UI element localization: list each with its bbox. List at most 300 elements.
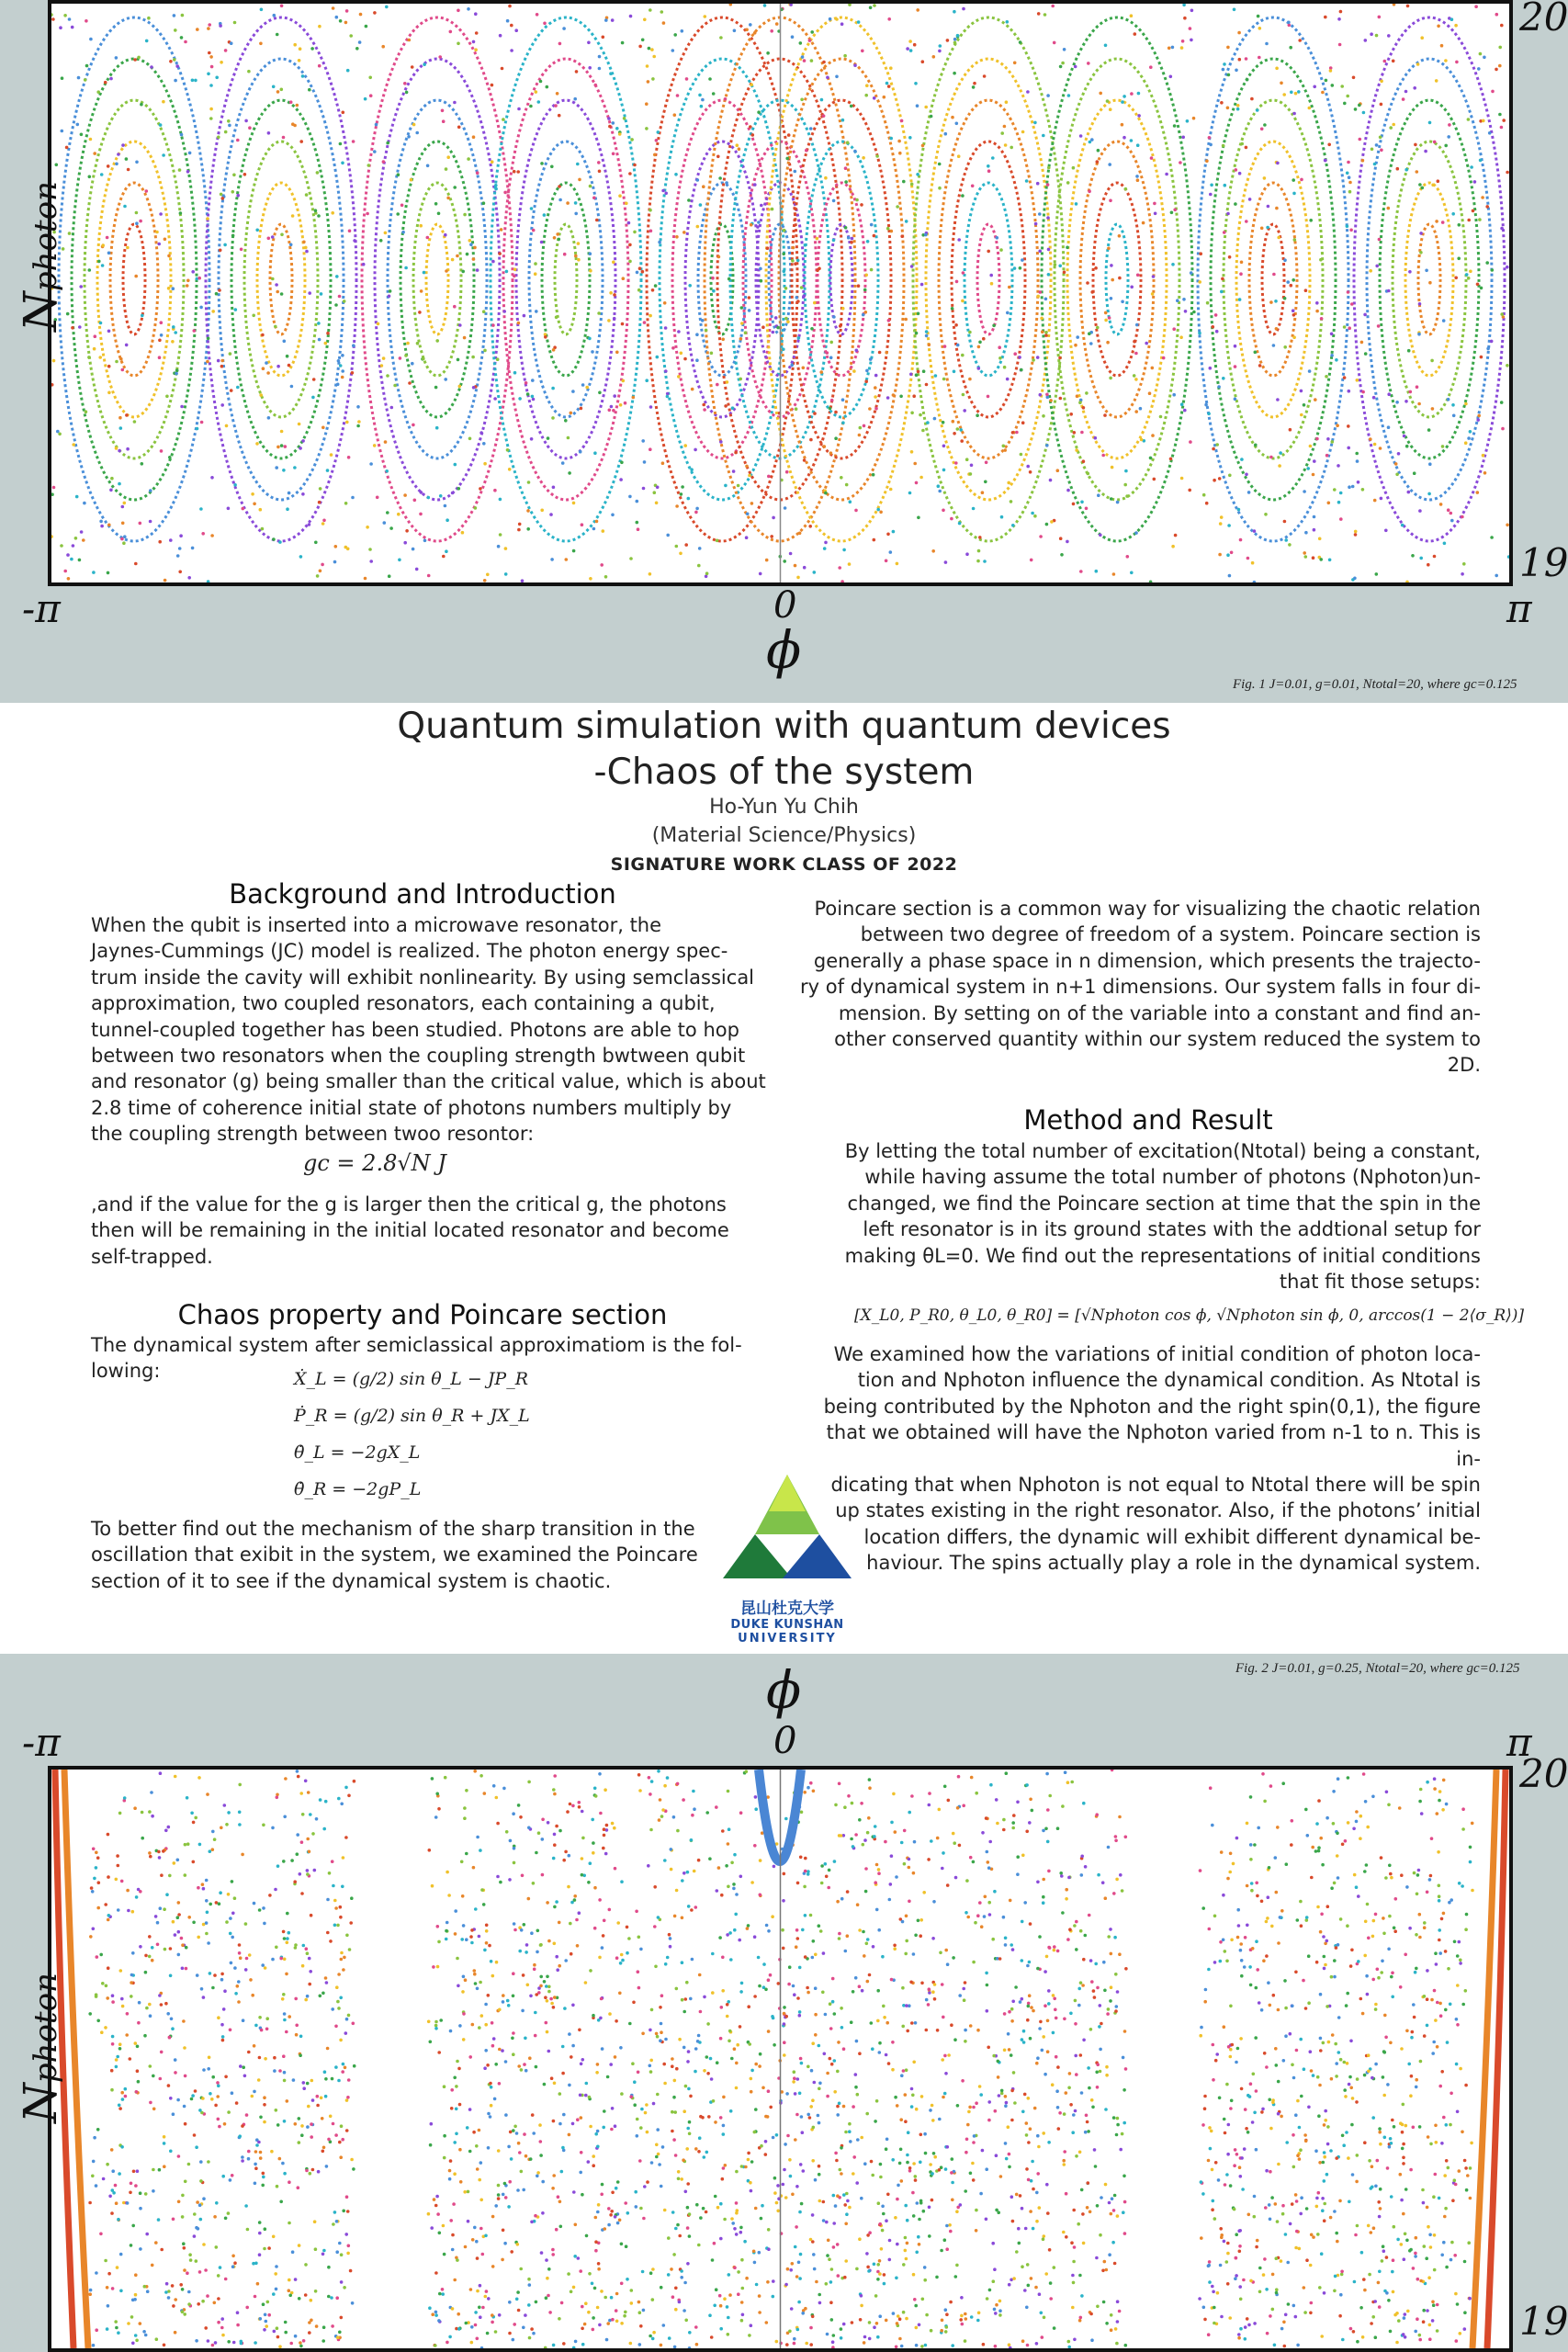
fig1-point bbox=[1059, 537, 1063, 540]
fig2-point bbox=[211, 2075, 215, 2079]
fig1-point bbox=[1199, 252, 1202, 255]
fig2-point bbox=[202, 1996, 206, 1999]
fig1-point bbox=[577, 242, 581, 245]
fig1-point bbox=[1206, 301, 1210, 305]
fig1-point bbox=[530, 437, 534, 441]
fig2-point bbox=[836, 1900, 840, 1904]
fig2-point bbox=[1023, 2093, 1027, 2097]
fig2-point bbox=[585, 2082, 589, 2086]
fig2-point bbox=[833, 2012, 837, 2016]
fig1-point bbox=[1427, 492, 1431, 496]
fig2-point bbox=[750, 2189, 753, 2193]
fig2-point bbox=[1225, 2173, 1229, 2177]
fig1-point bbox=[970, 464, 974, 468]
fig1-point bbox=[1480, 287, 1483, 290]
fig2-point bbox=[676, 2223, 680, 2227]
fig1-point bbox=[276, 90, 280, 94]
fig1-point bbox=[75, 495, 79, 499]
fig1-point bbox=[1498, 113, 1502, 117]
fig2-point bbox=[834, 2204, 838, 2208]
fig2-point bbox=[906, 2154, 909, 2157]
fig2-point bbox=[793, 1993, 796, 1996]
fig2-point bbox=[688, 2132, 692, 2136]
fig2-point bbox=[513, 1928, 517, 1932]
fig2-point bbox=[1404, 2312, 1407, 2316]
fig2-point bbox=[107, 1875, 110, 1879]
fig2-point bbox=[747, 2005, 750, 2008]
fig2-point bbox=[1443, 2174, 1447, 2177]
fig2-point bbox=[674, 2287, 678, 2290]
fig2-point bbox=[278, 2157, 282, 2161]
fig2-point bbox=[181, 2310, 185, 2313]
fig1-point bbox=[316, 574, 320, 578]
fig2-point bbox=[1202, 2306, 1206, 2310]
fig2-point bbox=[673, 2110, 677, 2114]
fig2-point bbox=[1053, 2326, 1056, 2330]
fig2-point bbox=[306, 1872, 310, 1876]
fig1-point bbox=[761, 325, 765, 329]
fig1-point bbox=[745, 536, 749, 539]
fig2-point bbox=[1348, 2083, 1351, 2086]
fig2-point bbox=[187, 2290, 191, 2294]
fig1-point bbox=[435, 426, 439, 430]
fig1-point bbox=[85, 64, 89, 68]
fig1-point bbox=[92, 571, 96, 574]
fig2-point bbox=[694, 1905, 698, 1909]
fig1-point bbox=[900, 234, 904, 238]
fig1-point bbox=[1121, 300, 1124, 304]
fig2-point bbox=[174, 2298, 177, 2301]
fig2-point bbox=[987, 1860, 990, 1864]
method-line: while having assume the total number of photons (Nphoton)un- bbox=[864, 1166, 1481, 1189]
fig1-point bbox=[358, 40, 362, 44]
fig2-point bbox=[343, 2286, 346, 2290]
fig2-point bbox=[1291, 1819, 1294, 1823]
fig1-point bbox=[305, 250, 309, 254]
method-after-line: location differs, the dynamic will exhibit different dynamical be- bbox=[863, 1525, 1481, 1548]
fig1-point bbox=[1130, 92, 1134, 96]
fig2-point bbox=[461, 1894, 465, 1898]
fig2-point bbox=[852, 1845, 855, 1849]
fig1-point bbox=[932, 55, 936, 59]
fig1-point bbox=[1021, 421, 1025, 424]
fig2-point bbox=[1400, 1873, 1404, 1877]
fig2-point bbox=[938, 1808, 942, 1812]
fig1-point bbox=[121, 522, 125, 526]
fig2-point bbox=[498, 2008, 502, 2012]
fig1-point bbox=[938, 490, 942, 493]
fig2-point bbox=[880, 2247, 884, 2251]
fig2-point bbox=[795, 1945, 798, 1949]
fig2-point bbox=[618, 1992, 622, 1996]
fig1-point bbox=[1088, 190, 1091, 194]
fig2-point bbox=[706, 2022, 710, 2026]
fig2-point bbox=[923, 2266, 927, 2269]
fig1-point bbox=[624, 401, 627, 405]
fig2-point bbox=[1122, 2056, 1125, 2060]
fig2-point bbox=[1350, 2123, 1354, 2127]
fig1-point bbox=[72, 544, 75, 548]
fig2-point bbox=[1348, 2075, 1352, 2079]
fig2-point bbox=[914, 2178, 918, 2182]
fig1-point bbox=[1346, 172, 1349, 175]
fig2-point bbox=[877, 1868, 881, 1871]
fig2-point bbox=[1215, 2052, 1219, 2056]
fig2-point bbox=[181, 1967, 185, 1971]
fig2-point bbox=[552, 2120, 556, 2123]
fig2-point bbox=[1382, 2050, 1386, 2053]
fig2-point bbox=[919, 2161, 922, 2165]
fig2-point bbox=[1353, 2280, 1357, 2284]
fig2-point bbox=[900, 2074, 904, 2077]
fig2-point bbox=[165, 1893, 169, 1896]
fig2-point bbox=[553, 1792, 557, 1796]
fig1-point bbox=[625, 202, 628, 206]
fig2-point bbox=[1237, 2229, 1241, 2233]
fig2-point bbox=[154, 1915, 158, 1918]
fig1-point bbox=[376, 496, 379, 500]
fig1-point bbox=[784, 506, 787, 510]
fig1-point bbox=[830, 399, 834, 402]
fig2-point bbox=[1045, 1772, 1049, 1776]
fig2-point bbox=[1219, 1940, 1223, 1944]
fig2-point bbox=[825, 1875, 829, 1879]
fig2-point bbox=[701, 2116, 705, 2120]
fig2-point bbox=[592, 2014, 595, 2018]
fig2-point bbox=[670, 1848, 673, 1851]
fig1-point bbox=[906, 47, 909, 51]
fig2-point bbox=[346, 2252, 350, 2256]
fig1-point bbox=[1329, 69, 1333, 73]
fig2-point bbox=[1010, 2119, 1014, 2122]
fig2-point bbox=[237, 2000, 241, 2004]
fig1-point bbox=[468, 437, 472, 441]
fig1-point bbox=[835, 75, 839, 79]
fig2-point bbox=[1107, 1935, 1111, 1939]
fig1-point bbox=[518, 397, 522, 401]
fig2-point bbox=[809, 2238, 813, 2242]
fig1-point bbox=[572, 502, 576, 505]
fig2-point bbox=[1365, 1863, 1369, 1867]
fig1-point bbox=[1328, 559, 1332, 562]
fig1-point bbox=[853, 150, 857, 153]
fig1-point bbox=[844, 226, 848, 230]
fig2-point bbox=[1009, 2346, 1012, 2348]
fig1-point bbox=[1202, 493, 1206, 497]
fig2-point bbox=[989, 1783, 993, 1787]
fig2-point bbox=[730, 2217, 734, 2221]
fig2-point bbox=[349, 1921, 353, 1925]
fig2-point bbox=[1011, 1821, 1015, 1825]
fig1-point bbox=[1034, 222, 1038, 226]
fig2-point bbox=[1456, 2302, 1460, 2306]
fig1-point bbox=[673, 113, 677, 117]
fig2-point bbox=[451, 2307, 455, 2311]
fig2-point bbox=[1359, 2306, 1363, 2310]
fig2-point bbox=[615, 2309, 618, 2312]
fig1-point bbox=[552, 348, 556, 352]
fig1-point bbox=[1134, 378, 1138, 381]
fig1-point bbox=[1134, 32, 1137, 36]
fig1-point bbox=[924, 233, 928, 237]
figure1-plot bbox=[48, 0, 1513, 586]
fig2-point bbox=[733, 1853, 737, 1857]
fig2-point bbox=[863, 1954, 866, 1958]
fig1-point bbox=[1343, 376, 1347, 379]
fig2-point bbox=[878, 2051, 882, 2054]
fig2-point bbox=[697, 2034, 701, 2038]
fig2-point bbox=[1051, 2083, 1055, 2086]
fig2-point bbox=[457, 2067, 461, 2071]
fig2-point bbox=[910, 1794, 914, 1798]
fig1-point bbox=[1250, 97, 1254, 101]
fig1-point bbox=[107, 252, 111, 255]
fig1-point bbox=[1292, 335, 1296, 339]
fig2-point bbox=[527, 1781, 531, 1784]
fig1-ymax-label: 20 bbox=[1519, 0, 1568, 40]
fig1-point bbox=[1058, 265, 1062, 268]
fig2-point bbox=[218, 2125, 221, 2129]
fig2-point bbox=[466, 2126, 469, 2130]
fig1-point bbox=[534, 262, 537, 266]
fig2-point bbox=[649, 2059, 653, 2063]
fig2-point bbox=[1220, 2315, 1224, 2319]
fig1-point bbox=[705, 571, 709, 575]
fig2-point bbox=[131, 1910, 135, 1914]
method-after-line: haviour. The spins actually play a role in the dynamical system. bbox=[866, 1552, 1481, 1575]
fig1-point bbox=[992, 324, 996, 328]
fig1-point bbox=[563, 253, 567, 256]
fig2-point bbox=[728, 1931, 732, 1935]
fig2-point bbox=[1436, 2303, 1439, 2307]
fig1-point bbox=[1221, 277, 1224, 281]
fig1-point bbox=[1351, 485, 1355, 489]
fig2-point bbox=[1381, 1960, 1384, 1963]
fig2-point bbox=[719, 2304, 723, 2308]
fig1-point bbox=[864, 379, 868, 383]
fig1-point bbox=[1413, 86, 1416, 90]
fig2-point bbox=[1404, 1953, 1407, 1957]
fig1-point bbox=[159, 212, 163, 216]
fig2-point bbox=[790, 2307, 794, 2311]
fig1-point bbox=[1085, 507, 1089, 511]
fig2-point bbox=[1075, 1948, 1078, 1951]
fig2-point bbox=[1012, 2071, 1016, 2075]
fig2-point bbox=[148, 1810, 152, 1814]
fig2-point bbox=[483, 2066, 487, 2070]
fig2-point bbox=[195, 2145, 198, 2149]
fig1-point bbox=[716, 155, 720, 159]
fig2-point bbox=[110, 2069, 114, 2073]
fig2-point bbox=[855, 2181, 859, 2185]
fig2-point bbox=[1378, 2305, 1382, 2309]
fig2-point bbox=[443, 2253, 446, 2256]
fig1-point bbox=[675, 235, 679, 239]
fig2-point bbox=[703, 1996, 706, 1999]
fig1-point bbox=[829, 356, 833, 360]
fig1-point bbox=[664, 326, 668, 330]
fig1-point bbox=[908, 136, 912, 140]
fig2-point bbox=[723, 2297, 727, 2301]
fig1-point bbox=[326, 332, 330, 335]
fig2-point bbox=[1229, 2055, 1233, 2059]
fig2-point bbox=[131, 1951, 135, 1955]
fig2-point bbox=[1421, 2188, 1425, 2192]
fig2-point bbox=[998, 1957, 1002, 1961]
fig1-point bbox=[104, 81, 107, 85]
fig2-point bbox=[1383, 2014, 1387, 2018]
fig2-point bbox=[1093, 2148, 1097, 2152]
fig2-point bbox=[1198, 2297, 1201, 2301]
fig1-point bbox=[1375, 265, 1379, 268]
fig2-point bbox=[223, 1989, 227, 1993]
fig2-point bbox=[1203, 2000, 1207, 2004]
fig2-point bbox=[99, 2233, 103, 2236]
fig1-point bbox=[933, 417, 937, 421]
fig1-point bbox=[1462, 562, 1466, 566]
fig2-point bbox=[997, 2075, 1000, 2079]
fig1-point bbox=[344, 502, 348, 505]
fig1-point bbox=[1235, 69, 1238, 73]
fig1-point bbox=[912, 394, 916, 398]
fig1-point bbox=[1297, 90, 1301, 94]
fig2-point bbox=[870, 2021, 874, 2025]
fig1-point bbox=[753, 183, 757, 187]
fig1-point bbox=[502, 310, 506, 313]
fig2-point bbox=[600, 1997, 604, 2001]
fig2-point bbox=[962, 1987, 965, 1991]
fig1-point bbox=[475, 31, 479, 35]
fig1-point bbox=[531, 395, 535, 399]
fig2-point bbox=[118, 2107, 122, 2110]
fig2-point bbox=[1284, 2233, 1288, 2236]
fig2-point bbox=[552, 1788, 556, 1792]
fig2-point bbox=[177, 1953, 181, 1957]
fig1-point bbox=[987, 250, 990, 254]
fig2-point bbox=[345, 2098, 349, 2102]
fig1-point bbox=[1110, 264, 1113, 267]
fig1-point bbox=[954, 323, 958, 327]
fig2-point bbox=[1374, 2007, 1378, 2011]
fig1-point bbox=[1045, 523, 1049, 526]
fig1-point bbox=[1240, 261, 1244, 265]
fig1-point bbox=[1361, 159, 1365, 163]
fig2-point bbox=[941, 2319, 944, 2323]
fig2-point bbox=[660, 2344, 663, 2347]
fig2-point bbox=[1438, 1790, 1442, 1793]
fig1-point bbox=[1421, 187, 1425, 190]
fig1-point bbox=[491, 160, 494, 164]
fig2-point bbox=[231, 1936, 234, 1939]
fig2-point bbox=[134, 2334, 138, 2337]
fig2-point bbox=[95, 2184, 98, 2188]
fig2-point bbox=[962, 1804, 965, 1808]
fig1-point bbox=[766, 51, 770, 55]
fig1-point bbox=[427, 496, 431, 500]
fig1-point bbox=[1101, 454, 1105, 458]
fig1-point bbox=[620, 461, 624, 465]
fig1-point bbox=[951, 307, 954, 311]
fig1-point bbox=[1013, 352, 1017, 356]
fig2-point bbox=[475, 2240, 479, 2244]
fig2-point bbox=[620, 2282, 624, 2286]
poincare-text bbox=[799, 896, 1481, 1079]
fig2-point bbox=[888, 2258, 892, 2262]
fig2-point bbox=[676, 1829, 680, 1833]
fig2-point bbox=[1446, 2041, 1450, 2044]
fig2-point bbox=[705, 2211, 708, 2214]
fig2-point bbox=[894, 1830, 897, 1834]
fig2-point bbox=[595, 2071, 599, 2075]
fig2-point bbox=[717, 1866, 721, 1870]
fig2-point bbox=[1332, 1822, 1336, 1826]
fig2-point bbox=[1239, 2298, 1243, 2301]
fig1-point bbox=[442, 555, 446, 559]
fig2-point bbox=[1464, 2166, 1468, 2170]
fig2-point bbox=[1318, 2161, 1322, 2165]
fig2-point bbox=[592, 2164, 595, 2167]
fig2-point bbox=[851, 2321, 854, 2324]
fig2-point bbox=[573, 1894, 577, 1898]
fig1-orbit bbox=[1198, 17, 1348, 541]
fig2-point bbox=[171, 2027, 175, 2030]
fig1-point bbox=[537, 100, 541, 104]
fig1-point bbox=[1393, 4, 1396, 6]
fig2-point bbox=[568, 2084, 571, 2087]
fig2-point bbox=[1253, 2195, 1257, 2199]
fig2-point bbox=[550, 2076, 554, 2080]
fig2-point bbox=[236, 2311, 240, 2314]
fig2-point bbox=[1269, 2314, 1272, 2318]
fig2-point bbox=[1095, 1813, 1099, 1816]
fig2-point bbox=[130, 1973, 134, 1977]
fig1-point bbox=[299, 555, 303, 559]
fig2-point bbox=[1227, 2045, 1231, 2049]
fig2-point bbox=[1034, 2286, 1038, 2290]
fig2-point bbox=[188, 2253, 192, 2256]
background-heading: Background and Introduction bbox=[229, 878, 616, 910]
fig1-point bbox=[123, 535, 127, 538]
fig1-point bbox=[1340, 85, 1344, 88]
fig2-point bbox=[682, 2158, 685, 2162]
fig1-point bbox=[224, 130, 228, 134]
fig2-point bbox=[578, 1801, 581, 1804]
fig1-point bbox=[637, 527, 640, 531]
fig1-point bbox=[632, 396, 636, 400]
fig1-point bbox=[604, 18, 608, 22]
fig2-point bbox=[347, 1794, 351, 1798]
fig2-point bbox=[558, 1829, 562, 1833]
fig2-point bbox=[1008, 2165, 1011, 2169]
fig1-point bbox=[248, 126, 252, 130]
fig2-point bbox=[205, 1879, 209, 1883]
fig1-point bbox=[1461, 572, 1464, 576]
fig1-point bbox=[1046, 216, 1050, 220]
fig2-point bbox=[1282, 2059, 1286, 2063]
fig2-point bbox=[1282, 2321, 1286, 2324]
fig2-point bbox=[1402, 2103, 1405, 2107]
fig2-point bbox=[927, 1858, 931, 1861]
fig1-point bbox=[341, 162, 344, 165]
fig1-point bbox=[338, 295, 342, 299]
fig2-point bbox=[603, 2109, 606, 2113]
fig2-point bbox=[829, 2027, 833, 2030]
fig2-point bbox=[944, 2308, 948, 2312]
fig1-point bbox=[1272, 344, 1276, 347]
fig2-point bbox=[1294, 2315, 1298, 2319]
fig2-point bbox=[686, 2206, 690, 2210]
fig2-point bbox=[741, 2287, 745, 2290]
